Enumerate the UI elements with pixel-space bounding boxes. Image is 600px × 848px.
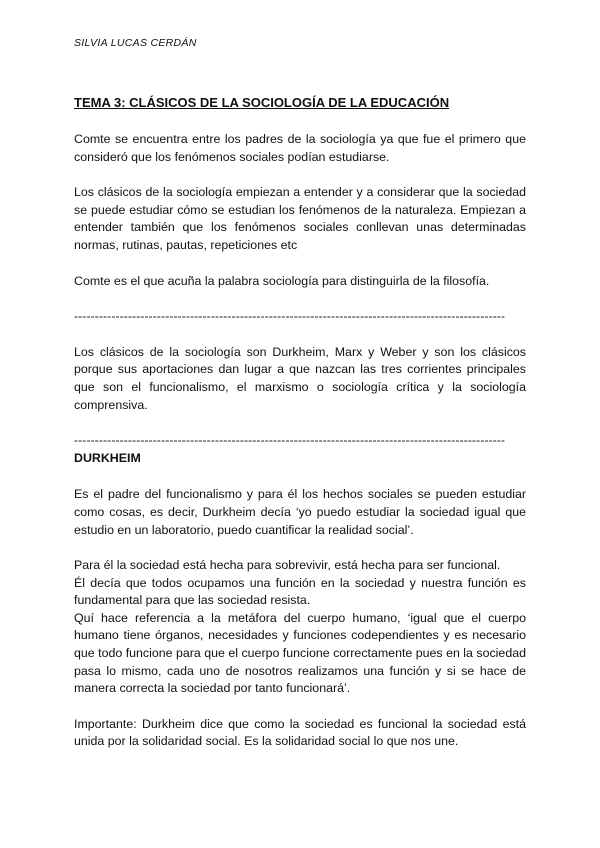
page-title: TEMA 3: CLÁSICOS DE LA SOCIOLOGÍA DE LA EDUCACIÓN xyxy=(74,95,450,110)
paragraph-comte-term: Comte es el que acuña la palabra sociología para distinguirla de la filosofía. xyxy=(74,273,490,288)
paragraph-comte-intro: Comte se encuentra entre los padres de la sociología ya que fue el primero que consideró que los fenómenos sociales podían estudiarse. xyxy=(74,132,526,164)
paragraph-classics-authors: Los clásicos de la sociología son Durkheim, Marx y Weber y son los clásicos porque sus aportaciones dan lugar a que nazcan las tres corrientes principales que son el funcionalismo, el marxismo o sociología crítica y la sociología comprensiva. xyxy=(74,344,526,412)
separator-line: -------------------------------------------------------------------------------------------------------- xyxy=(74,433,506,448)
paragraph-durkheim-functionalism: Es el padre del funcionalismo y para él los hechos sociales se pueden estudiar como cosas, es decir, Durkheim decía ‘yo puedo estudiar la sociedad igual que estudio en un laboratorio, puedo cuantificar la realidad social’. xyxy=(74,487,526,537)
author-header: SILVIA LUCAS CERDÁN xyxy=(74,37,197,49)
paragraph-body-metaphor: Quí hace referencia a la metáfora del cuerpo humano, ‘igual que el cuerpo humano tiene órganos, necesidades y funciones codependientes y es necesario que todo funcione para que el cuerpo funcione correctamente pues en la sociedad pasa lo mismo, cada uno de nosotros realizamos una función y si se hace de manera correcta la sociedad por tanto funcionará’. xyxy=(74,610,526,696)
paragraph-classics-understanding: Los clásicos de la sociología empiezan a entender y a considerar que la sociedad se puede estudiar cómo se estudian los fenómenos de la naturaleza. Empiezan a entender también que los fenómenos sociales conllevan unas determinadas normas, rutinas, pautas, repeticiones etc xyxy=(74,185,526,252)
document-body xyxy=(74,94,526,769)
paragraph-society-survive: Para él la sociedad está hecha para sobrevivir, está hecha para ser funcional. xyxy=(74,558,501,573)
paragraph-society-function: Él decía que todos ocupamos una función en la sociedad y nuestra función es fundamental para que las sociedad resista. xyxy=(74,575,526,608)
separator-line: -------------------------------------------------------------------------------------------------------- xyxy=(74,309,506,324)
section-heading-durkheim: DURKHEIM xyxy=(74,450,141,465)
paragraph-social-solidarity: Importante: Durkheim dice que como la sociedad es funcional la sociedad está unida por la solidaridad social. Es la solidaridad social lo que nos une. xyxy=(74,716,526,749)
